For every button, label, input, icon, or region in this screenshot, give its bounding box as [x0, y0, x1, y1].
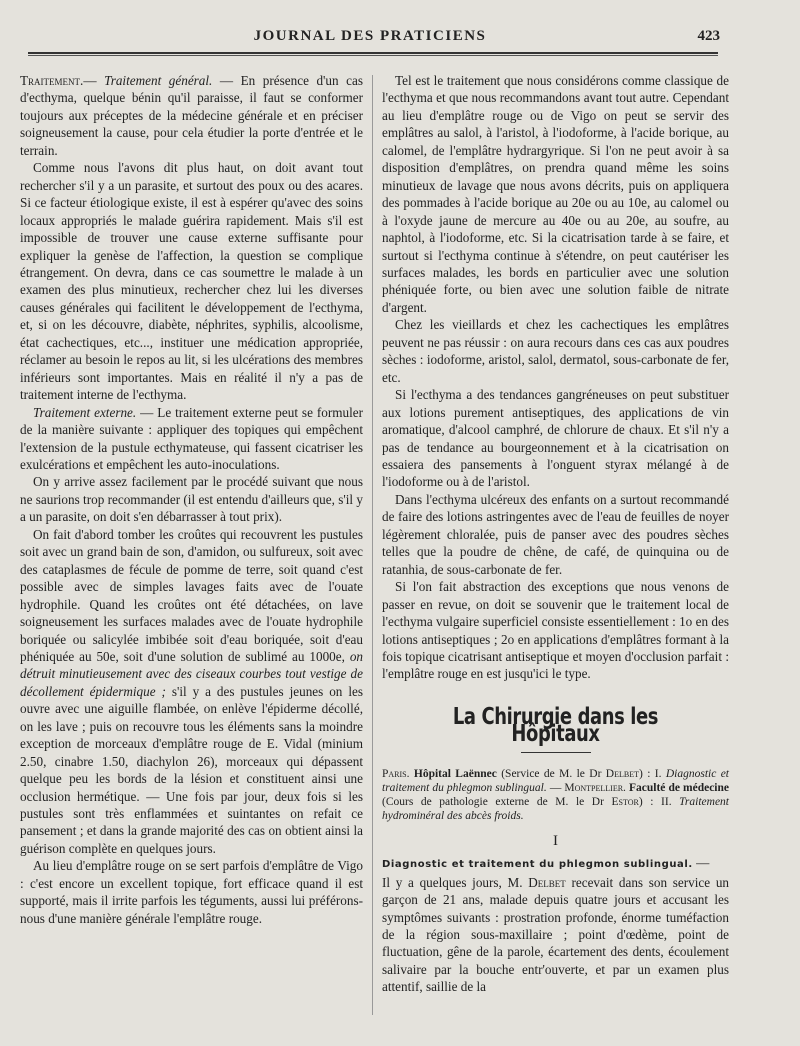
paragraph: Comme nous l'avons dit plus haut, on doit avant tout rechercher s'il y a un parasite, et surtout des poux ou des acares. Si ce facteur étiologique existe, il est à espérer qu'avec des soins locaux appropriés le malade guérira rapidement. Mais s'il est impossible de trouver une cause externe suffisante pour expliquer la genèse de l'affection, la question se complique étrangement. On devra, dans ce cas soumettre le malade à un examen des plus minutieux, rechercher chez lui les diverses causes générales qui facilitent le développement de l'ecthyma, et, si on les découvre, diabète, néphrites, syphilis, alcoolisme, état cachectiques, etc..., instituer une médication appropriée, réclamer au besoin le repos au lit, si les ulcérations des membres inférieurs sont importantes. Mais en réalité il n'y a pas de traitement interne de l'ecthyma.	[20, 160, 363, 403]
paragraph-text: — En présence d'un cas d'ecthyma, quelque bénin qu'il paraisse, il faut se conformer toujours aux préceptes de la médecine générale et en préciser soigneusement la cause, pour cela étudier la porte d'entrée et le terrain.	[20, 73, 363, 158]
lead-term: Traitement.	[20, 73, 84, 88]
part-number: I	[553, 832, 558, 849]
summary-text: ) : I.	[639, 767, 666, 780]
paragraph	[20, 526, 363, 858]
paragraph-text: On fait d'abord tomber les croûtes qui recouvrent les pustules soit avec un grand bain de son, d'amidon, ou sulfureux, soit avec des cataplasmes de fécule de pomme de terre, soit quand c'est possible avec de simples lavages faits avec de l'ouate hydrophile. Quand les croûtes ont été détachées, on lave soigneusement les surfaces malades avec de l'ouate hydrophile boriquée ou salicylée imbibée soit d'eau boriquée, soit d'eau phéniquée au 50e, soit d'une solution de sublimé au 1000e,	[20, 526, 363, 664]
topic: Diagnostic et traitement du phlegmon sublingual.	[382, 767, 730, 794]
summary-text: (Service de M. le Dr	[496, 767, 606, 780]
surgeon-name: Estor	[611, 795, 639, 808]
dash: —	[83, 73, 105, 88]
institution: Hôpital Laënnec	[413, 767, 497, 780]
paragraph-text: Il y a quelques jours, M.	[382, 874, 529, 890]
emphasis: on détruit minutieusement avec des ciseaux courbes tout vestige de décollement épidermique ;	[20, 648, 363, 699]
paragraph: Tel est le traitement que nous considérons comme classique de l'ecthyma et que nous recommandons avant tout autre. Cependant au lieu d'emplâtre rouge ou de Vigo on peut se servir des emplâtres au salol, à l'aristol, à l'iodoforme, à l'acide borique, au calomel, de l'emplâtre hydrargyrique. Si l'on ne peut avoir à sa disposition d'emplâtres, on prendra quand même les soins minutieux de lavage que nous avons décrits, puis on appliquera des pommades à l'acide borique au 20e ou au 10e, au calomel ou à l'oxyde jaune de mercure au 40e ou au 20e, au soufre, au naphtol, à l'iodoforme, etc. Si la cicatrisation tarde à se faire, et surtout si l'ecthyma continue à s'étendre, on peut cautériser les surfaces malades, les bords en particulier avec une solution phéniquée forte, ou bien avec une solution faible de nitrate d'argent.	[382, 73, 729, 315]
subheading: Traitement externe.	[33, 404, 137, 420]
summary-line	[382, 767, 729, 823]
header-rule	[28, 52, 718, 56]
section-rule	[521, 752, 591, 753]
left-column	[20, 72, 363, 927]
dash: —	[692, 855, 710, 871]
section-summary	[382, 767, 729, 823]
surgeon-name: Delbet	[528, 874, 566, 890]
column-divider	[372, 75, 373, 1015]
summary-text: (Cours de pathologie externe de M. le Dr	[382, 795, 612, 808]
paragraph: Si l'on fait abstraction des exceptions que nous venons de passer en revue, on doit se souvenir que le traitement local de l'ecthyma vulgaire superficiel consiste essentiellement : 1o en des lotions antiseptiques ; 2o en applications d'emplâtres formant à la fois topique cicatrisant antiseptique et moyen d'occlusion parfait : l'emplâtre rouge en est jusqu'ici le type.	[382, 579, 729, 682]
surgeon-name: Delbet	[605, 767, 639, 780]
journal-title: JOURNAL DES PRATICIENS	[253, 28, 487, 44]
paragraph-text: s'il y a des pustules jeunes on les ouvre avec une aiguille flambée, on enlève l'épiderme décollé, on les lave ; puis on recouvre tous les éléments sans la moindre exception de morceaux d'emplâtre rouge de E. Vidal (minium 2.50, cinabre 1.50, diachylon 26), morceaux qui dépassent quelque peu les bords de la lésion et constituent ainsi une occlusion hermétique. — Une fois par jour, deux fois si les pustules sont très enflammées et suintantes on refait ce pansement ; et dans la grande majorité des cas on obtient ainsi la guérison complète en quelques jours.	[20, 683, 363, 856]
right-column	[382, 72, 729, 996]
paragraph	[20, 72, 363, 159]
running-header	[20, 28, 720, 50]
section-title: La Chirurgie dans les Hôpitaux	[452, 703, 659, 748]
paragraph-text: recevait dans son service un garçon de 21 ans, malade depuis quatre jours et accusant les symptômes suivants : prostration profonde, énorme tuméfaction de la région sous-maxillaire ; point d'œdème, point de fluctuation, gêne de la parole, écartement des dents, écoulement salivaire par la bouche entr'ouverte, et par un examen plus attentif, saillie de la	[382, 874, 730, 995]
paragraph	[382, 874, 729, 996]
paragraph-text: — Le traitement externe peut se formuler de la manière suivante : appliquer des topiques qui empêchent l'extension de la pustule ecthymateuse, qui fassent cicatriser les exulcérations et empêchent les auto-inoculations.	[20, 404, 364, 472]
subheading: Traitement général.	[104, 73, 213, 88]
institution: Faculté de médecine	[628, 781, 729, 794]
article-heading: Diagnostic et traitement du phlegmon sublingual.	[382, 859, 693, 871]
paragraph: On y arrive assez facilement par le procédé suivant que nous ne saurions trop recommander (il est entendu d'ailleurs que, s'il y a un parasite, on doit s'en débarrasser à tout prix).	[20, 474, 363, 525]
page-number: 423	[697, 28, 720, 44]
summary-text: ) : II.	[638, 795, 680, 808]
place: Paris.	[382, 767, 410, 780]
topic: Traitement hydrominéral des abcès froids.	[382, 795, 729, 822]
paragraph	[20, 404, 363, 474]
paragraph: Au lieu d'emplâtre rouge on se sert parfois d'emplâtre de Vigo : c'est encore un excellent topique, fort efficace quand il est supporté, mais il irrite parfois les téguments, aussi lui préférons-nous d'une manière générale l'emplâtre rouge.	[20, 858, 363, 926]
paragraph: Chez les vieillards et chez les cachectiques les emplâtres peuvent ne pas réussir : on aura recours dans ces cas aux poudres sèches : iodoforme, aristol, salol, dermatol, sous-carbonate de fer, etc.	[382, 317, 729, 385]
place: — Montpellier.	[549, 781, 626, 794]
paragraph: Si l'ecthyma a des tendances gangréneuses on peut substituer aux lotions purement antiseptiques, des applications de vin aromatique, d'alcool camphré, de chlorure de chaux. Et s'il n'y a pas de tendance au bourgeonnement et à la cicatrisation on essaiera des pansements à l'onguent styrax mélangé à de l'iodoforme ou à de l'aristol.	[382, 387, 729, 490]
paragraph	[382, 854, 729, 873]
paragraph: Dans l'ecthyma ulcéreux des enfants on a surtout recommandé de faire des lotions astringentes avec de l'eau de feuilles de noyer légèrement chloralée, puis de panser avec des poudres sèches telles que la poudre de chêne, de café, de quinquina ou de ratanhia, de sous-carbonate de fer.	[382, 491, 729, 577]
